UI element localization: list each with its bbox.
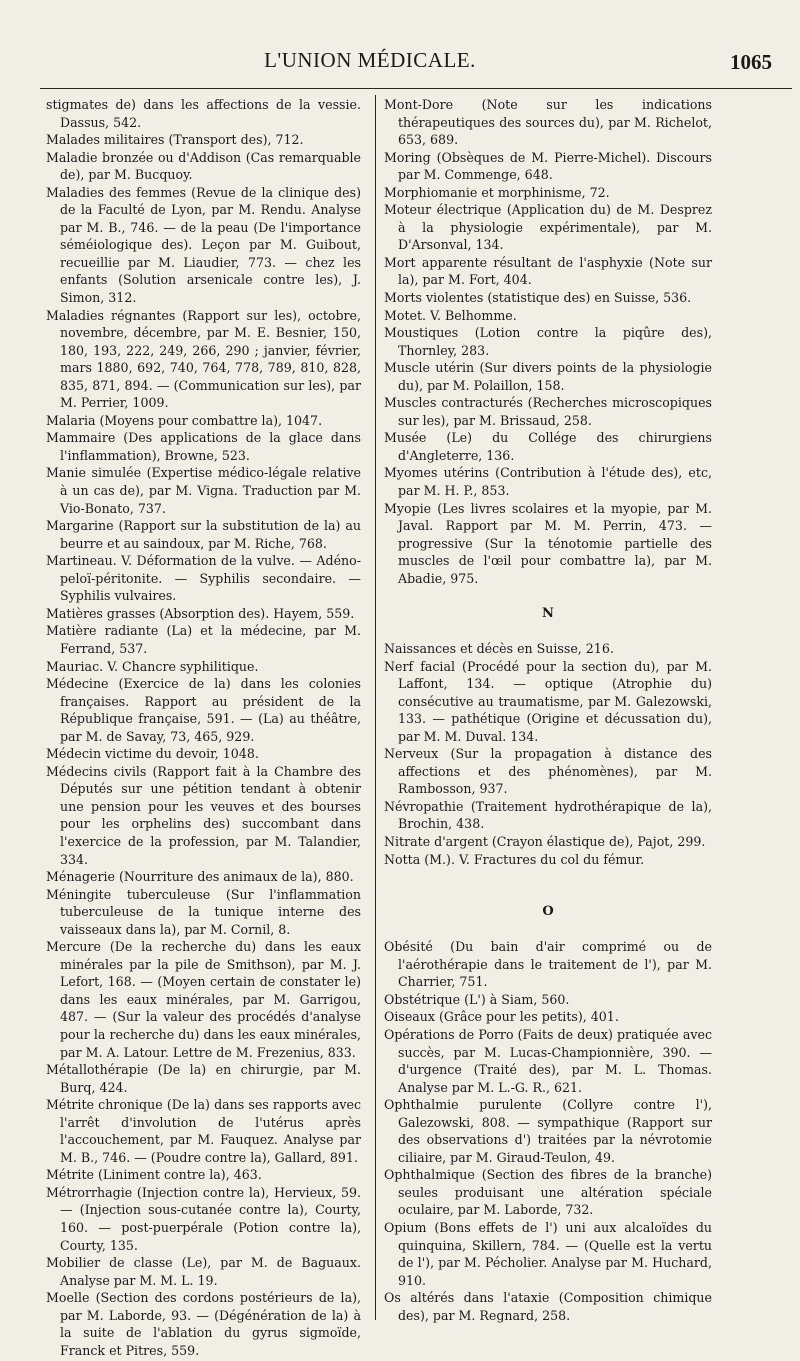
page-header bbox=[0, 48, 800, 78]
column-divider bbox=[375, 95, 376, 1320]
index-entry: Mobilier de classe (Le), par M. de Baguaux. Analyse par M. M. L. 19. bbox=[46, 1255, 361, 1288]
index-entry: Oiseaux (Grâce pour les petits), 401. bbox=[384, 1009, 619, 1025]
index-entry: Mont-Dore (Note sur les indications thérapeutiques des sources du), par M. Richelot, 653, 689. bbox=[384, 97, 712, 148]
index-entry: Névropathie (Traitement hydrothérapique de la), Brochin, 438. bbox=[384, 798, 712, 832]
index-entry: Médecin victime du devoir, 1048. bbox=[46, 746, 259, 762]
index-entry: Margarine (Rapport sur la substitution de la) au beurre et au saindoux, par M. Riche, 768. bbox=[46, 518, 361, 551]
index-entry: Muscle utérin (Sur divers points de la physiologie du), par M. Polaillon, 158. bbox=[384, 360, 712, 393]
index-entry: Matières grasses (Absorption des). Hayem, 559. bbox=[46, 605, 355, 621]
left-column bbox=[46, 96, 361, 1359]
index-entry: Notta (M.). V. Fractures du col du fémur. bbox=[384, 851, 645, 867]
index-entry: Musée (Le) du Collége des chirurgiens d'Angleterre, 136. bbox=[384, 430, 712, 463]
index-entry: Matière radiante (La) et la médecine, par M. Ferrand, 537. bbox=[46, 623, 361, 656]
right-column bbox=[384, 96, 712, 1324]
header-rule bbox=[40, 88, 792, 89]
index-entry: Morphiomanie et morphinisme, 72. bbox=[384, 184, 610, 200]
index-entry: Nerf facial (Procédé pour la section du), par M. Laffont, 134. — optique (Atrophie du) consécutive au traumatisme, par M. Galezowski, 133. — pathétique (Origine et décussation du), par M. M. Duval. 134. bbox=[384, 658, 712, 744]
index-entry: Ménagerie (Nourriture des animaux de la), 880. bbox=[46, 869, 354, 885]
index-entry: Morts violentes (statistique des) en Suisse, 536. bbox=[384, 290, 692, 306]
index-entry: Myomes utérins (Contribution à l'étude des), etc, par M. H. P., 853. bbox=[384, 465, 712, 499]
index-entry: Obésité (Du bain d'air comprimé ou de l'aérothérapie dans le traitement de l'), par M. Charrier, 751. bbox=[384, 939, 712, 990]
spacer bbox=[384, 921, 712, 939]
index-entry: Opium (Bons effets de l') uni aux alcaloïdes du quinquina, Skillern, 784. — (Quelle est la vertu de l'), par M. Pécholier. Analyse par M. Huchard, 910. bbox=[384, 1220, 712, 1288]
index-entry: Médecine (Exercice de la) dans les colonies françaises. Rapport au président de la République française, 591. — (La) au théâtre, par M. de Savay, 73, 465, 929. bbox=[46, 676, 361, 744]
index-entry: Maladies des femmes (Revue de la clinique des) de la Faculté de Lyon, par M. Rendu. Analyse par M. B., 746. — de la peau (De l'importance séméiologique des). Leçon par M. Guibout, recueillie par M. Liaudier, 773. — chez les enfants (Solution arsenicale contre les), J. Simon, 312. bbox=[46, 184, 361, 306]
index-entry: Mammaire (Des applications de la glace dans l'inflammation), Browne, 523. bbox=[46, 430, 361, 463]
index-entry: Opérations de Porro (Faits de deux) pratiquée avec succès, par M. Lucas-Championnière, 390. — d'urgence (Traité des), par M. L. Thomas. Analyse par M. L.-G. R., 621. bbox=[384, 1026, 712, 1095]
index-entry: Métrite chronique (De la) dans ses rapports avec l'arrêt d'involution de l'utérus après l'accouchement, par M. Fauquez. Analyse par M. B., 746. — (Poudre contre la), Gallard, 891. bbox=[46, 1097, 361, 1165]
index-entry: Martineau. V. Déformation de la vulve. — Adéno-peloï-péritonite. — Syphilis secondaire. — Syphilis vulvaires. bbox=[46, 553, 361, 604]
index-entry: Mauriac. V. Chancre syphilitique. bbox=[46, 658, 259, 674]
index-entry: Moustiques (Lotion contre la piqûre des), Thornley, 283. bbox=[384, 325, 712, 358]
index-entry: Ophthalmie purulente (Collyre contre l'), Galezowski, 808. — sympathique (Rapport sur des observations d') traitées par la névrotomie ciliaire, par M. Giraud-Teulon, 49. bbox=[384, 1097, 712, 1165]
index-entry: Nerveux (Sur la propagation à distance des affections et des phénomènes), par M. Rambosson, 937. bbox=[384, 746, 712, 797]
index-entry: Métrorrhagie (Injection contre la), Hervieux, 59. — (Injection sous-cutanée contre la), Courty, 160. — post-puerpérale (Potion contre la), Courty, 135. bbox=[46, 1184, 361, 1253]
spacer bbox=[384, 587, 712, 605]
index-entry: Os altérés dans l'ataxie (Composition chimique des), par M. Regnard, 258. bbox=[384, 1290, 712, 1323]
index-entry: Moelle (Section des cordons postérieurs de la), par M. Laborde, 93. — (Dégénération de la) à la suite de l'ablation du gyrus sigmoïde, Franck et Pitres, 559. bbox=[46, 1290, 361, 1358]
journal-title: L'UNION MÉDICALE. bbox=[264, 48, 476, 72]
index-entry: Méningite tuberculeuse (Sur l'inflammation tuberculeuse de la tunique interne des vaisseaux dans la), par M. Cornil, 8. bbox=[46, 886, 361, 937]
index-entry: Métallothérapie (De la) en chirurgie, par M. Burq, 424. bbox=[46, 1062, 361, 1095]
index-entry: Métrite (Liniment contre la), 463. bbox=[46, 1167, 262, 1183]
index-entry: Maladie bronzée ou d'Addison (Cas remarquable de), par M. Bucquoy. bbox=[46, 149, 361, 183]
index-entry: Ophthalmique (Section des fibres de la branche) seules produisant une altération spéciale oculaire, par M. Laborde, 732. bbox=[384, 1167, 712, 1218]
index-entry: Obstétrique (L') à Siam, 560. bbox=[384, 991, 570, 1007]
index-entry: Malades militaires (Transport des), 712. bbox=[46, 132, 304, 148]
index-entry: stigmates de) dans les affections de la vessie. Dassus, 542. bbox=[46, 97, 361, 130]
section-letter-n: N bbox=[542, 605, 554, 621]
index-entry: Nitrate d'argent (Crayon élastique de), Pajot, 299. bbox=[384, 833, 706, 849]
index-entry: Médecins civils (Rapport fait à la Chambre des Députés sur une pétition tendant à obtenir une pension pour les veuves et des bourses pour les orphelins des) succombant dans l'exercice de la profession, par M. Talandier, 334. bbox=[46, 763, 361, 867]
section-o bbox=[384, 938, 712, 1324]
page-number: 1065 bbox=[730, 50, 772, 74]
spacer bbox=[384, 622, 712, 640]
index-entry: Motet. V. Belhomme. bbox=[384, 307, 517, 323]
index-entry: Mercure (De la recherche du) dans les eaux minérales par la pile de Smithson), par M. J. Lefort, 168. — (Moyen certain de constater le) dans les eaux minérales, par M. Garrigou, 487. — (Sur la valeur des procédés d'analyse pour la recherche du) dans les eaux minérales, par M. A. Latour. Lettre de M. Frezenius, 833. bbox=[46, 939, 361, 1060]
index-entry: Maladies régnantes (Rapport sur les), octobre, novembre, décembre, par M. E. Besnier, 150, 180, 193, 222, 249, 266, 290 ; janvier, février, mars 1880, 692, 740, 764, 778, 789, 810, 828, 835, 871, 894. — (Communication sur les), par M. Perrier, 1009. bbox=[46, 307, 361, 411]
index-entry: Moteur électrique (Application du) de M. Desprez à la physiologie expérimentale), par M. D'Arsonval, 134. bbox=[384, 202, 712, 253]
index-entry: Myopie (Les livres scolaires et la myopie, par M. Javal. Rapport par M. M. Perrin, 473. — progressive (Sur la ténotomie partielle des muscles de l'œil pour combattre la), par M. Abadie, 975. bbox=[384, 500, 712, 586]
index-entry: Muscles contracturés (Recherches microscopiques sur les), par M. Brissaud, 258. bbox=[384, 395, 712, 428]
spacer bbox=[384, 868, 712, 886]
section-letter-o: O bbox=[542, 904, 554, 920]
index-entry: Manie simulée (Expertise médico-légale relative à un cas de), par M. Vigna. Traduction par M. Vio-Bonato, 737. bbox=[46, 465, 361, 516]
spacer bbox=[384, 886, 712, 904]
index-entry: Naissances et décès en Suisse, 216. bbox=[384, 640, 614, 656]
section-m bbox=[384, 96, 712, 587]
index-entry: Moring (Obsèques de M. Pierre-Michel). Discours par M. Commenge, 648. bbox=[384, 149, 712, 183]
index-entry: Malaria (Moyens pour combattre la), 1047. bbox=[46, 412, 323, 428]
index-entry: Mort apparente résultant de l'asphyxie (Note sur la), par M. Fort, 404. bbox=[384, 254, 712, 288]
section-n bbox=[384, 640, 712, 868]
